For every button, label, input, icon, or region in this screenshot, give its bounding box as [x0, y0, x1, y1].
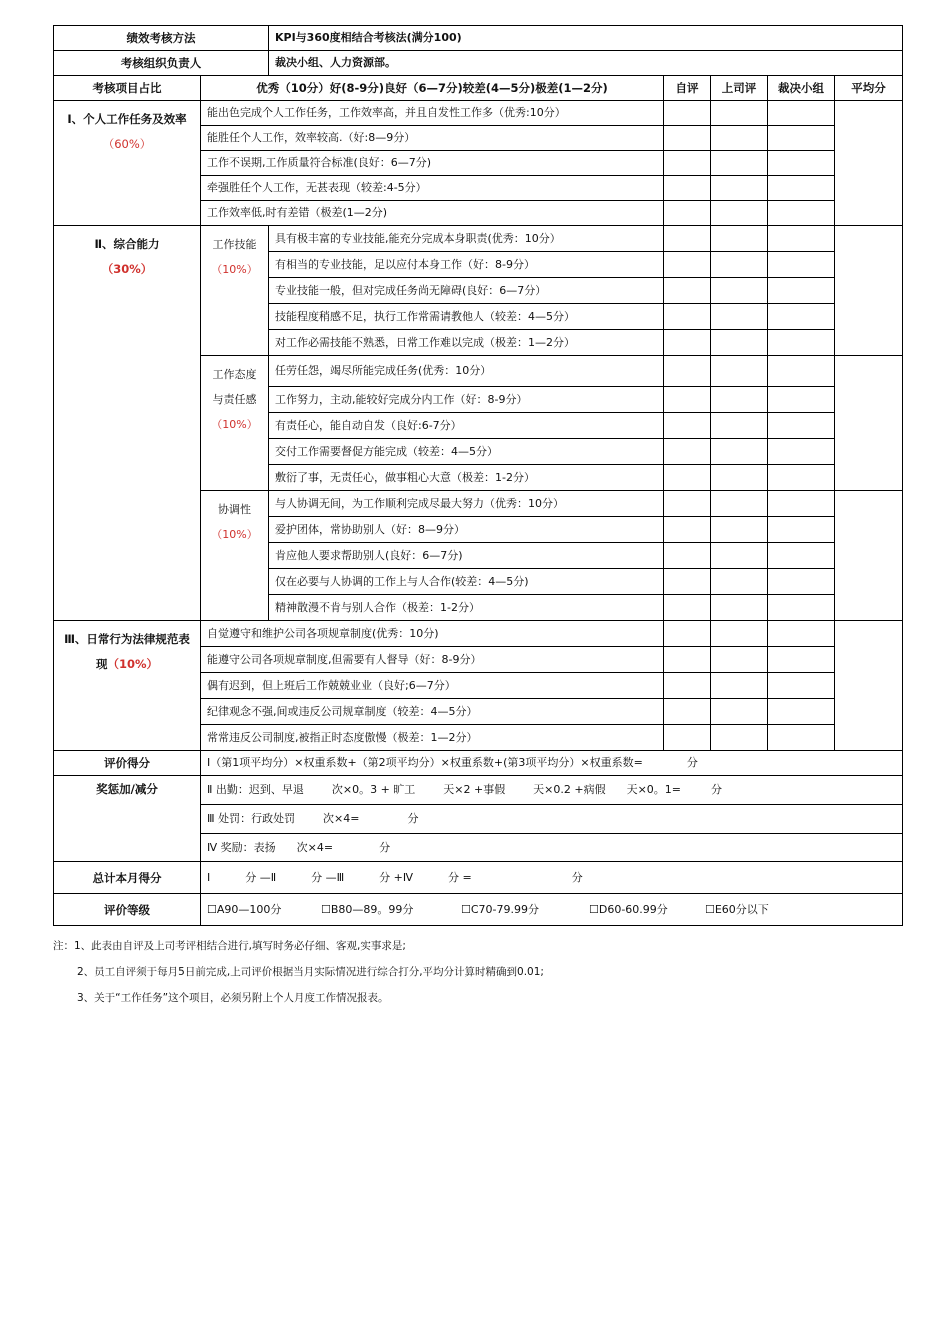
group-coordination	[201, 491, 269, 621]
committee-score-cell[interactable]	[768, 517, 835, 543]
committee-score-cell[interactable]	[768, 126, 835, 151]
boss-score-cell[interactable]	[711, 413, 768, 439]
committee-score-cell[interactable]	[768, 673, 835, 699]
boss-score-cell[interactable]	[711, 439, 768, 465]
grade-option-a[interactable]: ☐A90—100分	[207, 902, 282, 916]
note-1: 注：1、此表由自评及上司考评相结合进行,填写时务必仔细、客观,实事求是;	[53, 940, 406, 952]
attendance-row[interactable]	[201, 776, 903, 805]
criteria-item: 能遵守公司各项规章制度,但需要有人督导（好：8-9分）	[201, 647, 664, 673]
method-label: 绩效考核方法	[54, 26, 269, 51]
self-score-cell[interactable]	[664, 543, 711, 569]
criteria-item: 爱护团体，常协助别人（好：8—9分）	[269, 517, 664, 543]
penalty-row[interactable]	[201, 805, 903, 834]
self-score-cell[interactable]	[664, 621, 711, 647]
criteria-item: 具有极丰富的专业技能,能充分完成本身职责(优秀：10分）	[269, 226, 664, 252]
criteria-item: 仅在必要与人协调的工作上与人合作(较差：4—5分)	[269, 569, 664, 595]
self-score-cell[interactable]	[664, 151, 711, 176]
boss-score-cell[interactable]	[711, 543, 768, 569]
self-score-cell[interactable]	[664, 278, 711, 304]
boss-score-cell[interactable]	[711, 465, 768, 491]
boss-score-cell[interactable]	[711, 101, 768, 126]
boss-score-cell[interactable]	[711, 304, 768, 330]
committee-score-cell[interactable]	[768, 304, 835, 330]
section1-title-text: Ⅰ、个人工作任务及效率	[67, 112, 187, 126]
group-skill	[201, 226, 269, 356]
section2-title	[54, 226, 201, 621]
self-score-cell[interactable]	[664, 725, 711, 751]
boss-score-cell[interactable]	[711, 517, 768, 543]
group-attitude-name: 工作态度与责任感	[212, 368, 257, 406]
group-skill-name: 工作技能	[212, 238, 257, 251]
avg-score-cell[interactable]	[835, 356, 903, 491]
self-score-cell[interactable]	[664, 465, 711, 491]
criteria-item: 交付工作需要督促方能完成（较差：4—5分）	[269, 439, 664, 465]
criteria-item: 精神散漫不肯与别人合作（极差：1-2分）	[269, 595, 664, 621]
section3-title	[54, 621, 201, 751]
self-score-cell[interactable]	[664, 491, 711, 517]
criteria-item: 工作努力，主动,能较好完成分内工作（好：8-9分）	[269, 387, 664, 413]
criteria-item: 自觉遵守和维护公司各项规章制度(优秀：10分)	[201, 621, 664, 647]
boss-score-cell[interactable]	[711, 491, 768, 517]
criteria-item: 专业技能一般，但对完成任务尚无障碍(良好：6—7分）	[269, 278, 664, 304]
group-coordination-weight: （10%）	[211, 528, 258, 541]
committee-score-cell[interactable]	[768, 413, 835, 439]
committee-score-cell[interactable]	[768, 647, 835, 673]
boss-score-cell[interactable]	[711, 151, 768, 176]
self-score-cell[interactable]	[664, 356, 711, 387]
reward-row[interactable]	[201, 834, 903, 862]
boss-score-cell[interactable]	[711, 356, 768, 387]
org-label: 考核组织负责人	[54, 51, 269, 76]
section1-weight: （60%）	[102, 137, 152, 151]
criteria-item: 能出色完成个人工作任务，工作效率高，并且自发性工作多（优秀:10分）	[201, 101, 664, 126]
reward-text: Ⅳ 奖励：表扬 次×4=	[207, 840, 334, 854]
self-score-cell[interactable]	[664, 126, 711, 151]
committee-score-cell[interactable]	[768, 621, 835, 647]
criteria-item: 有相当的专业技能，足以应付本身工作（好：8-9分）	[269, 252, 664, 278]
boss-score-cell[interactable]	[711, 252, 768, 278]
boss-score-cell[interactable]	[711, 201, 768, 226]
committee-score-cell[interactable]	[768, 465, 835, 491]
boss-score-cell[interactable]	[711, 595, 768, 621]
self-score-cell[interactable]	[664, 439, 711, 465]
attendance-unit: 分	[711, 783, 723, 796]
committee-score-cell[interactable]	[768, 151, 835, 176]
avg-score-cell[interactable]	[835, 491, 903, 621]
committee-score-cell[interactable]	[768, 491, 835, 517]
committee-score-cell[interactable]	[768, 439, 835, 465]
criteria-item: 工作不误期,工作质量符合标准(良好：6—7分)	[201, 151, 664, 176]
score-formula-text: Ⅰ（第1项平均分）×权重系数+（第2项平均分）×权重系数+(第3项平均分）×权重系数=	[207, 756, 643, 769]
self-score-cell[interactable]	[664, 176, 711, 201]
boss-score-cell[interactable]	[711, 673, 768, 699]
score-unit: 分	[686, 756, 698, 769]
self-score-cell[interactable]	[664, 101, 711, 126]
attendance-text: Ⅱ 出勤：迟到、早退 次×0。3 + 旷工 天×2 +事假 天×0.2 +病假 天×0。1=	[207, 783, 682, 796]
penalty-text: Ⅲ 处罚：行政处罚 次×4=	[207, 812, 360, 825]
committee-score-cell[interactable]	[768, 330, 835, 356]
grade-options	[201, 894, 903, 926]
committee-score-cell[interactable]	[768, 725, 835, 751]
criteria-item: 纪律观念不强,间或违反公司规章制度（较差：4—5分）	[201, 699, 664, 725]
self-score-cell[interactable]	[664, 517, 711, 543]
committee-score-cell[interactable]	[768, 543, 835, 569]
self-score-cell[interactable]	[664, 647, 711, 673]
criteria-item: 有责任心，能自动自发（良好:6-7分）	[269, 413, 664, 439]
boss-score-cell[interactable]	[711, 725, 768, 751]
self-score-cell[interactable]	[664, 226, 711, 252]
total-formula[interactable]	[201, 862, 903, 894]
self-score-cell[interactable]	[664, 387, 711, 413]
col-boss: 上司评	[711, 76, 768, 101]
criteria-item: 任劳任怨，竭尽所能完成任务(优秀：10分）	[269, 356, 664, 387]
boss-score-cell[interactable]	[711, 278, 768, 304]
bonus-label: 奖惩加/减分	[54, 776, 201, 862]
grade-label: 评价等级	[54, 894, 201, 926]
boss-score-cell[interactable]	[711, 387, 768, 413]
note-3: 3、关于“工作任务”这个项目，必须另附上个人月度工作情况报表。	[77, 992, 389, 1004]
boss-score-cell[interactable]	[711, 647, 768, 673]
method-value: KPI与360度相结合考核法(满分100)	[269, 26, 903, 51]
penalty-unit: 分	[407, 812, 419, 825]
boss-score-cell[interactable]	[711, 126, 768, 151]
criteria-item: 肯应他人要求帮助别人(良好：6—7分)	[269, 543, 664, 569]
boss-score-cell[interactable]	[711, 569, 768, 595]
col-scale: 优秀（10分）好(8-9分)良好（6—7分)较差(4—5分)极差(1—2分)	[201, 76, 664, 101]
notes	[53, 933, 933, 1011]
score-formula[interactable]	[201, 751, 903, 776]
committee-score-cell[interactable]	[768, 252, 835, 278]
self-score-cell[interactable]	[664, 330, 711, 356]
avg-score-cell[interactable]	[835, 101, 903, 226]
boss-score-cell[interactable]	[711, 699, 768, 725]
evaluation-form	[53, 25, 902, 926]
section2-weight: （30%）	[101, 262, 153, 276]
group-coordination-name: 协调性	[218, 503, 251, 516]
self-score-cell[interactable]	[664, 413, 711, 439]
section3-title-text: Ⅲ、日常行为法律规范表现	[64, 632, 190, 671]
section1-title	[54, 101, 201, 226]
org-value: 裁决小组、人力资源部。	[269, 51, 903, 76]
criteria-item: 能胜任个人工作，效率较高.（好:8—9分）	[201, 126, 664, 151]
grade-option-b[interactable]: ☐B80—89。99分	[321, 902, 414, 916]
self-score-cell[interactable]	[664, 569, 711, 595]
self-score-cell[interactable]	[664, 304, 711, 330]
grade-option-c[interactable]: ☐C70-79.99分	[461, 902, 539, 916]
group-attitude-weight: （10%）	[211, 418, 258, 431]
committee-score-cell[interactable]	[768, 201, 835, 226]
score-label: 评价得分	[54, 751, 201, 776]
self-score-cell[interactable]	[664, 699, 711, 725]
criteria-item: 偶有迟到，但上班后工作兢兢业业（良好;6—7分）	[201, 673, 664, 699]
section3-weight: （10%）	[107, 657, 159, 671]
committee-score-cell[interactable]	[768, 699, 835, 725]
note-2: 2、员工自评须于每月5日前完成,上司评价根据当月实际情况进行综合打分,平均分计算时精确到0.01;	[77, 966, 544, 978]
self-score-cell[interactable]	[664, 252, 711, 278]
self-score-cell[interactable]	[664, 201, 711, 226]
committee-score-cell[interactable]	[768, 569, 835, 595]
boss-score-cell[interactable]	[711, 330, 768, 356]
boss-score-cell[interactable]	[711, 176, 768, 201]
grade-option-e[interactable]: ☐E60分以下	[705, 902, 769, 916]
criteria-item: 工作效率低,时有差错（极差(1—2分)	[201, 201, 664, 226]
group-attitude	[201, 356, 269, 491]
criteria-item: 技能程度稍感不足，执行工作常需请教他人（较差：4—5分）	[269, 304, 664, 330]
committee-score-cell[interactable]	[768, 356, 835, 387]
col-committee: 裁决小组	[768, 76, 835, 101]
criteria-item: 常常违反公司制度,被指正时态度傲慢（极差：1—2分）	[201, 725, 664, 751]
criteria-table	[53, 75, 903, 926]
committee-score-cell[interactable]	[768, 101, 835, 126]
criteria-item: 与人协调无间，为工作顺利完成尽最大努力（优秀：10分）	[269, 491, 664, 517]
group-skill-weight: （10%）	[211, 263, 258, 276]
section2-title-text: Ⅱ、综合能力	[94, 237, 160, 251]
col-avg: 平均分	[835, 76, 903, 101]
col-self: 自评	[664, 76, 711, 101]
criteria-item: 敷衍了事，无责任心，做事粗心大意（极差：1-2分）	[269, 465, 664, 491]
self-score-cell[interactable]	[664, 595, 711, 621]
boss-score-cell[interactable]	[711, 621, 768, 647]
grade-option-d[interactable]: ☐D60-60.99分	[589, 902, 668, 916]
avg-score-cell[interactable]	[835, 226, 903, 356]
committee-score-cell[interactable]	[768, 595, 835, 621]
committee-score-cell[interactable]	[768, 278, 835, 304]
committee-score-cell[interactable]	[768, 387, 835, 413]
boss-score-cell[interactable]	[711, 226, 768, 252]
committee-score-cell[interactable]	[768, 226, 835, 252]
committee-score-cell[interactable]	[768, 176, 835, 201]
reward-unit: 分	[379, 840, 391, 854]
col-item: 考核项目占比	[54, 76, 201, 101]
total-unit: 分	[571, 870, 583, 884]
evaluation-table	[53, 25, 903, 76]
total-formula-text: Ⅰ 分 —Ⅱ 分 —Ⅲ 分 +Ⅳ 分 =	[207, 870, 472, 884]
avg-score-cell[interactable]	[835, 621, 903, 751]
criteria-item: 牵强胜任个人工作，无甚表现（较差:4-5分）	[201, 176, 664, 201]
total-label: 总计本月得分	[54, 862, 201, 894]
self-score-cell[interactable]	[664, 673, 711, 699]
criteria-item: 对工作必需技能不熟悉，日常工作难以完成（极差：1—2分）	[269, 330, 664, 356]
